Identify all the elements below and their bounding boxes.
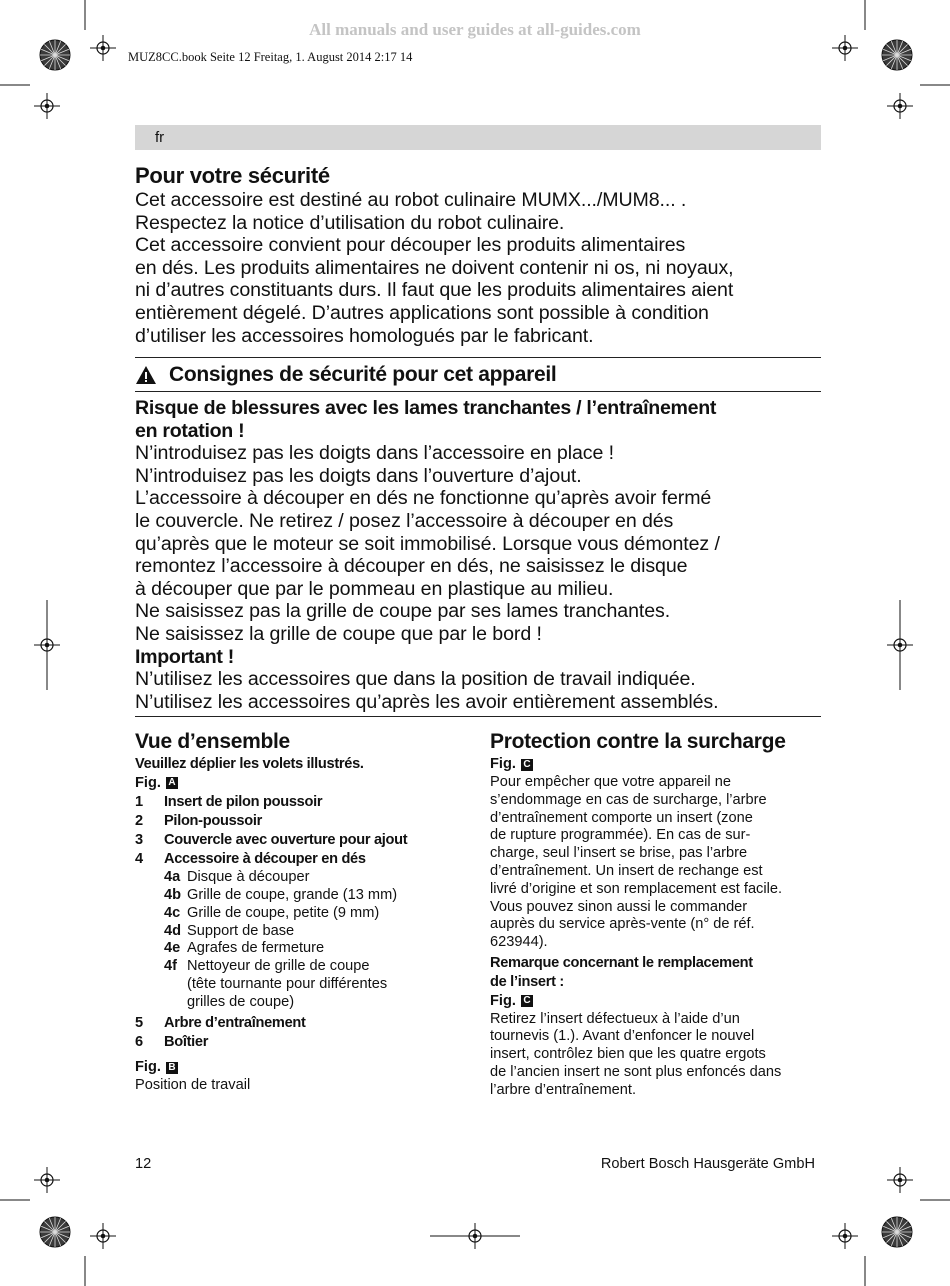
protection-line: Vous pouvez sinon aussi le commander (490, 898, 748, 915)
important-line: N’utilisez les accessoires qu’après les avoir entièrement assemblés. (135, 690, 719, 713)
warning-icon (135, 365, 157, 385)
divider (135, 716, 821, 717)
fig-b-label (135, 1058, 465, 1077)
protection-line: de l’ancien insert ne sont plus enfoncés dans (490, 1063, 782, 1080)
fig-a-badge: A (166, 777, 178, 789)
list-item: 5 Arbre d’entraînement (135, 1015, 306, 1032)
protection-line: d’entraînement comporte un insert (zone (490, 809, 753, 826)
language-code: fr (155, 129, 165, 146)
protection-line: 623944). (490, 934, 548, 951)
protection-line: charge, seul l’insert se brise, pas l’arbre (490, 845, 748, 862)
protection-line: livré d’origine et son remplacement est facile. (490, 880, 783, 897)
fig-label: Fig. (135, 774, 161, 791)
protection-line: Pour empêcher que votre appareil ne (490, 774, 731, 790)
fig-label: Fig. (135, 1059, 161, 1076)
sub-item: 4a Disque à découper (164, 868, 310, 885)
sub-item: 4e Agrafes de fermeture (164, 940, 325, 957)
page-number: 12 (135, 1156, 152, 1172)
intro-title: Pour votre sécurité (135, 163, 330, 188)
position-text: Position de travail (135, 1077, 251, 1094)
sub-item: 4d Support de base (164, 922, 295, 939)
list-item: 2 Pilon-poussoir (135, 812, 262, 829)
protection-line: tournevis (1.). Avant d’enfoncer le nouvel (490, 1028, 755, 1045)
safety-line: qu’après que le moteur se soit immobilisé. Lorsque vous démontez / (135, 532, 720, 555)
safety-line: L’accessoire à découper en dés ne fonctionne qu’après avoir fermé (135, 487, 712, 510)
safety-section (135, 397, 825, 713)
list-item: 1 Insert de pilon poussoir (135, 793, 323, 810)
safety-line: N’introduisez pas les doigts dans l’ouverture d’ajout. (135, 464, 582, 487)
intro-section (135, 163, 825, 347)
safety-heading-text: Consignes de sécurité pour cet appareil (169, 363, 557, 386)
fig-a-label (135, 774, 465, 793)
fig-c-label-2 (490, 992, 825, 1011)
overview-title: Vue d’ensemble (135, 730, 290, 753)
overview-subtitle: Veuillez déplier les volets illustrés. (135, 756, 364, 772)
sub-item: 4c Grille de coupe, petite (9 mm) (164, 904, 380, 921)
intro-line: en dés. Les produits alimentaires ne doivent contenir ni os, ni noyaux, (135, 256, 734, 279)
protection-line: s’endommage en cas de surcharge, l’arbre (490, 791, 767, 808)
fig-b-badge: B (166, 1062, 178, 1074)
fig-label: Fig. (490, 756, 516, 772)
overview-section (135, 728, 465, 1095)
protection-line: de rupture programmée). En cas de sur- (490, 827, 751, 844)
protection-section (490, 728, 825, 1100)
risk-heading: en rotation ! (135, 419, 245, 442)
risk-heading: Risque de blessures avec les lames tranchantes / l’entraînement (135, 397, 717, 419)
remark-heading: de l’insert : (490, 973, 564, 990)
intro-line: Respectez la notice d’utilisation du robot culinaire. (135, 211, 565, 234)
intro-line: ni d’autres constituants durs. Il faut que les produits alimentaires aient (135, 279, 734, 302)
intro-line: Cet accessoire convient pour découper les produits alimentaires (135, 234, 686, 257)
protection-line: Retirez l’insert défectueux à l’aide d’un (490, 1010, 740, 1027)
protection-line: auprès du service après-vente (n° de réf. (490, 916, 755, 933)
fig-label: Fig. (490, 992, 516, 1009)
important-heading: Important ! (135, 645, 235, 668)
intro-line: Cet accessoire est destiné au robot culinaire MUMX.../MUM8... . (135, 189, 687, 211)
list-item: 4 Accessoire à découper en dés (135, 850, 366, 867)
sub-item: 4f Nettoyeur de grille de coupe (tête tournante pour différentes grilles de coupe) (164, 958, 388, 1011)
language-band (135, 125, 821, 150)
safety-line: remontez l’accessoire à découper en dés, ne saisissez le disque (135, 555, 688, 578)
list-item: 6 Boîtier (135, 1034, 209, 1051)
protection-line: l’arbre d’entraînement. (490, 1081, 637, 1098)
watermark: All manuals and user guides at all-guides.com (309, 20, 641, 39)
remark-heading: Remarque concernant le remplacement (490, 954, 753, 971)
intro-line: d’utiliser les accessoires homologués par le fabricant. (135, 324, 594, 347)
protection-line: insert, contrôlez bien que les quatre ergots (490, 1046, 766, 1063)
safety-line: N’introduisez pas les doigts dans l’accessoire en place ! (135, 442, 614, 465)
safety-heading (135, 361, 556, 389)
intro-line: entièrement dégelé. D’autres applications sont possible à condition (135, 301, 709, 324)
fig-c-badge: C (521, 759, 533, 771)
company-name: Robert Bosch Hausgeräte GmbH (600, 1156, 815, 1172)
list-item: 3 Couvercle avec ouverture pour ajout (135, 831, 408, 848)
fig-c-badge: C (521, 995, 533, 1007)
divider (135, 391, 821, 392)
book-info: MUZ8CC.book Seite 12 Freitag, 1. August 2014 2:17 14 (128, 50, 413, 64)
divider (135, 357, 821, 358)
fig-c-label (490, 755, 825, 774)
safety-line: à découper que par le pommeau en plastique au milieu. (135, 577, 614, 600)
protection-line: d’entraînement. Un insert de rechange est (490, 862, 763, 879)
protection-title: Protection contre la surcharge (490, 730, 786, 753)
important-line: N’utilisez les accessoires que dans la position de travail indiquée. (135, 668, 696, 691)
safety-line: Ne saisissez pas la grille de coupe par ses lames tranchantes. (135, 600, 671, 623)
safety-line: Ne saisissez la grille de coupe que par le bord ! (135, 622, 542, 645)
safety-line: le couvercle. Ne retirez / posez l’accessoire à découper en dés (135, 509, 674, 532)
sub-item: 4b Grille de coupe, grande (13 mm) (164, 886, 398, 903)
